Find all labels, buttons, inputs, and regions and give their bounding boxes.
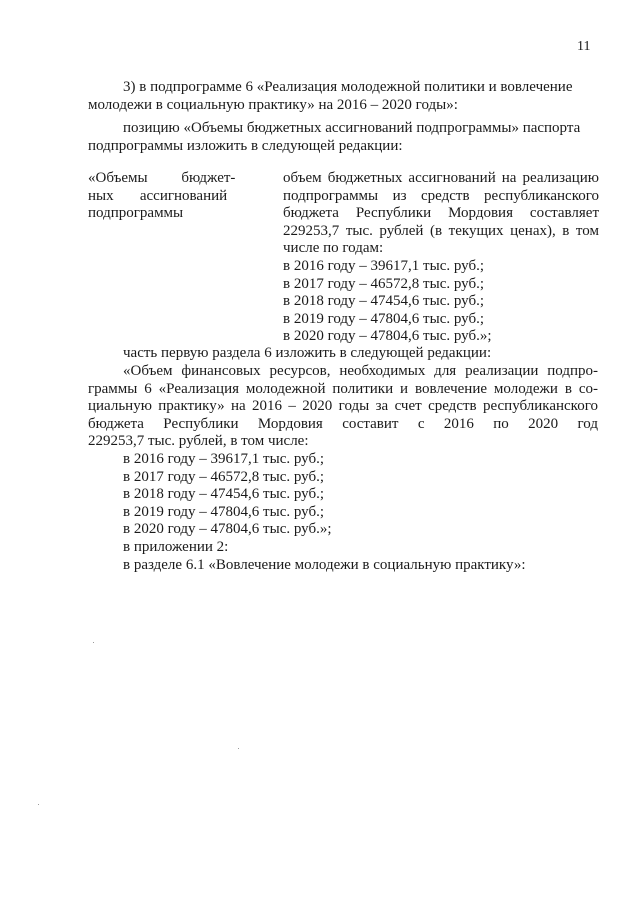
table-right-line-4: 229253,7 тыс. рублей (в текущих ценах), в том xyxy=(283,222,599,239)
position-paragraph xyxy=(88,120,598,155)
quote-year-2020: в 2020 году – 47804,6 тыс. руб.»; xyxy=(123,521,332,538)
section-intro-text: часть первую раздела 6 изложить в следующей редакции: xyxy=(123,345,492,361)
quote-line-5: 229253,7 тыс. рублей, в том числе: xyxy=(88,433,309,450)
scan-speck xyxy=(38,804,39,805)
table-year-2018: в 2018 году – 47454,6 тыс. руб.; xyxy=(283,293,485,310)
quote-line-3: циальную практику» на 2016 – 2020 годы за счет средств республиканского xyxy=(88,398,598,415)
table-left-cell xyxy=(88,170,236,223)
table-left-line-3: подпрограммы xyxy=(88,205,184,222)
page-number: 11 xyxy=(577,39,591,54)
section-61-line: в разделе 6.1 «Вовлечение молодежи в социальную практику»: xyxy=(123,556,526,573)
table-left-line-2: ных ассигнований xyxy=(88,187,228,204)
section-intro xyxy=(88,345,598,363)
quote-year-2018: в 2018 году – 47454,6 тыс. руб.; xyxy=(123,486,325,503)
table-left-line-1: «Объемы бюджет- xyxy=(88,170,236,186)
table-year-2016: в 2016 году – 39617,1 тыс. руб.; xyxy=(283,257,485,274)
intro-line-1: 3) в подпрограмме 6 «Реализация молодежной политики и вовлечение xyxy=(123,79,573,95)
position-line-2: подпрограммы изложить в следующей редакции: xyxy=(88,137,403,154)
intro-paragraph xyxy=(88,79,598,114)
scan-speck xyxy=(238,748,239,749)
quote-line-4: бюджета Республики Мордовия составит с 2016 по 2020 год xyxy=(88,415,598,432)
quote-line-2: граммы 6 «Реализация молодежной политики и вовлечение молодежи в со- xyxy=(88,380,598,397)
appendix-line: в приложении 2: xyxy=(123,539,229,555)
table-right-line-2: подпрограммы из средств республиканского xyxy=(283,187,599,204)
table-right-line-5: числе по годам: xyxy=(283,240,384,257)
quote-paragraph xyxy=(88,363,598,539)
table-right-cell xyxy=(283,170,599,346)
table-year-2017: в 2017 году – 46572,8 тыс. руб.; xyxy=(283,275,485,292)
table-year-2019: в 2019 году – 47804,6 тыс. руб.; xyxy=(283,310,485,327)
table-year-2020: в 2020 году – 47804,6 тыс. руб.»; xyxy=(283,328,492,345)
scan-speck xyxy=(93,642,94,643)
quote-line-1: «Объем финансовых ресурсов, необходимых для реализации подпро- xyxy=(123,363,598,379)
quote-year-2016: в 2016 году – 39617,1 тыс. руб.; xyxy=(123,450,325,467)
quote-year-2017: в 2017 году – 46572,8 тыс. руб.; xyxy=(123,468,325,485)
table-right-line-3: бюджета Республики Мордовия составляет xyxy=(283,205,599,222)
quote-year-2019: в 2019 году – 47804,6 тыс. руб.; xyxy=(123,503,325,520)
intro-line-2: молодежи в социальную практику» на 2016 – 2020 годы»: xyxy=(88,96,458,113)
table-right-line-1: объем бюджетных ассигнований на реализацию xyxy=(283,170,599,186)
appendix-block xyxy=(88,539,598,574)
position-line-1: позицию «Объемы бюджетных ассигнований подпрограммы» паспорта xyxy=(123,120,581,136)
